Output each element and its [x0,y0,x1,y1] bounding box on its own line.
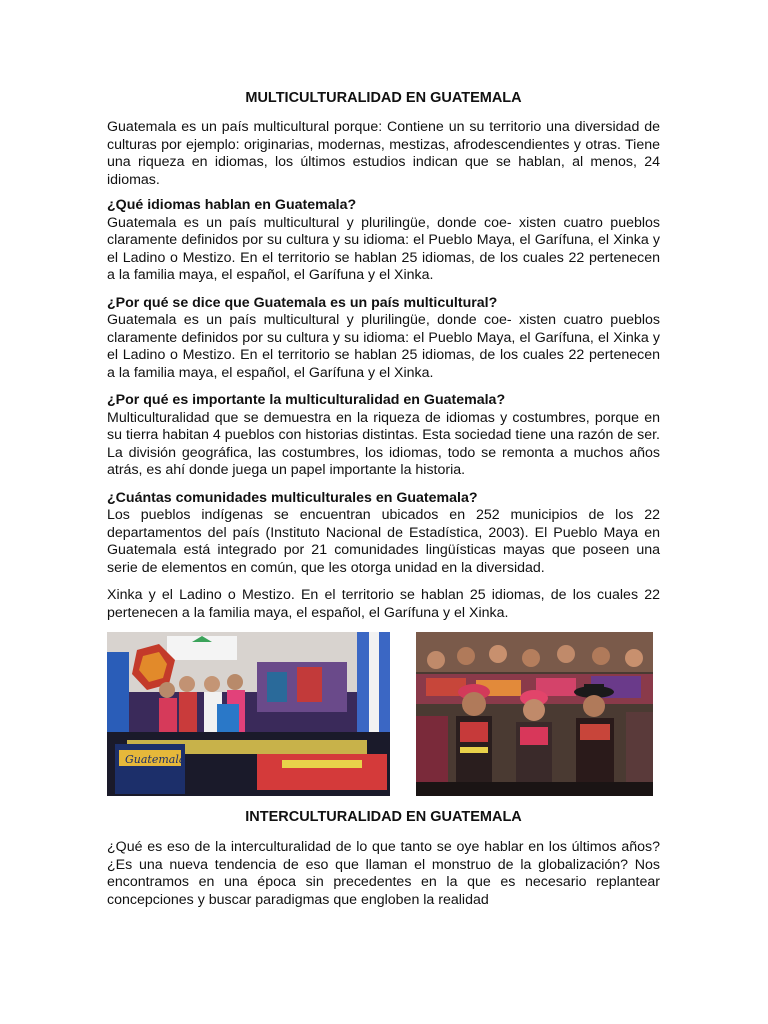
photo-sign-text: Guatemala [125,753,186,766]
heading-interculturalidad: INTERCULTURALIDAD EN GUATEMALA [245,809,522,825]
photo-cultural-exhibit [107,632,390,796]
question-comunidades: ¿Cuántas comunidades multiculturales en Guatemala? [107,489,478,506]
answer-por-que-multicultural: Guatemala es un país multicultural y plurilingüe, donde coe- xisten cuatro pueblos claramente definidos por su cultura y su idioma: el Pueblo Maya, el Garífuna, el Xinka y el Ladino o Mestizo. En el territorio se hablan 25 idiomas, de los cuales 22 pertenecen a la familia maya, el español, el Garífuna y el Xinka. [107,312,660,381]
question-importancia: ¿Por qué es importante la multiculturalidad en Guatemala? [107,392,506,408]
section-idiomas [107,197,660,285]
document-page [107,90,660,917]
answer-idiomas: Guatemala es un país multicultural y plurilingüe, donde coe- xisten cuatro pueblos claramente definidos por su cultura y su idioma: el Pueblo Maya, el Garífuna, el Xinka y el Ladino o Mestizo. En el territorio se hablan 25 idiomas, de los cuales 22 pertenecen a la familia maya, el español, el Garífuna y el Xinka. [107,214,660,283]
question-por-que-multicultural: ¿Por qué se dice que Guatemala es un país multicultural? [107,294,498,311]
question-idiomas: ¿Qué idiomas hablan en Guatemala? [107,197,357,213]
community-photo-illustration [416,632,653,796]
closing-paragraph: Xinka y el Ladino o Mestizo. En el territorio se hablan 25 idiomas, de los cuales 22 pertenecen a la familia maya, el español, el Garífuna y el Xinka. [107,587,660,621]
intercultural-paragraph: ¿Qué es eso de la interculturalidad de lo que tanto se oye hablar en los últimos años? ¿Es una nueva tendencia de eso que llaman el monstruo de la globalización? Nos encontramos en una época sin precedentes en la que es necesario replantear concepciones y buscar paradigmas que engloben la realidad [107,839,660,908]
section-comunidades [107,490,660,578]
exhibit-photo-illustration [107,632,390,796]
answer-comunidades: Los pueblos indígenas se encuentran ubicados en 252 municipios de los 22 departamentos del país (Instituto Nacional de Estadística, 2003). El Pueblo Maya en Guatemala está integrado por 21 comunidades lingüísticas mayas que poseen una serie de elementos en común, que les otorga unidad en la diversidad. [107,507,660,576]
answer-importancia: Multiculturalidad que se demuestra en la riqueza de idiomas y costumbres, porque en su tierra habitan 4 pueblos con historias distintas. Esta sociedad tiene una razón de ser. La división geográfica, las costumbres, los idiomas, todo se remonta a muchos años atrás, es ahí donde juega un papel importante la historia. [107,409,660,478]
section-por-que-multicultural [107,295,660,383]
photo-maya-community [416,632,653,796]
heading-multiculturalidad: MULTICULTURALIDAD EN GUATEMALA [245,90,522,106]
intro-paragraph: Guatemala es un país multicultural porque: Contiene un su territorio una diversidad de culturas por ejemplo: originarias, modernas, mestizas, afrodescendientes y otras. Tiene una riqueza en idiomas, los últimos estudios indican que se hablan, al menos, 24 idiomas. [107,119,660,188]
section-importancia [107,392,660,480]
photo-row [107,632,660,796]
